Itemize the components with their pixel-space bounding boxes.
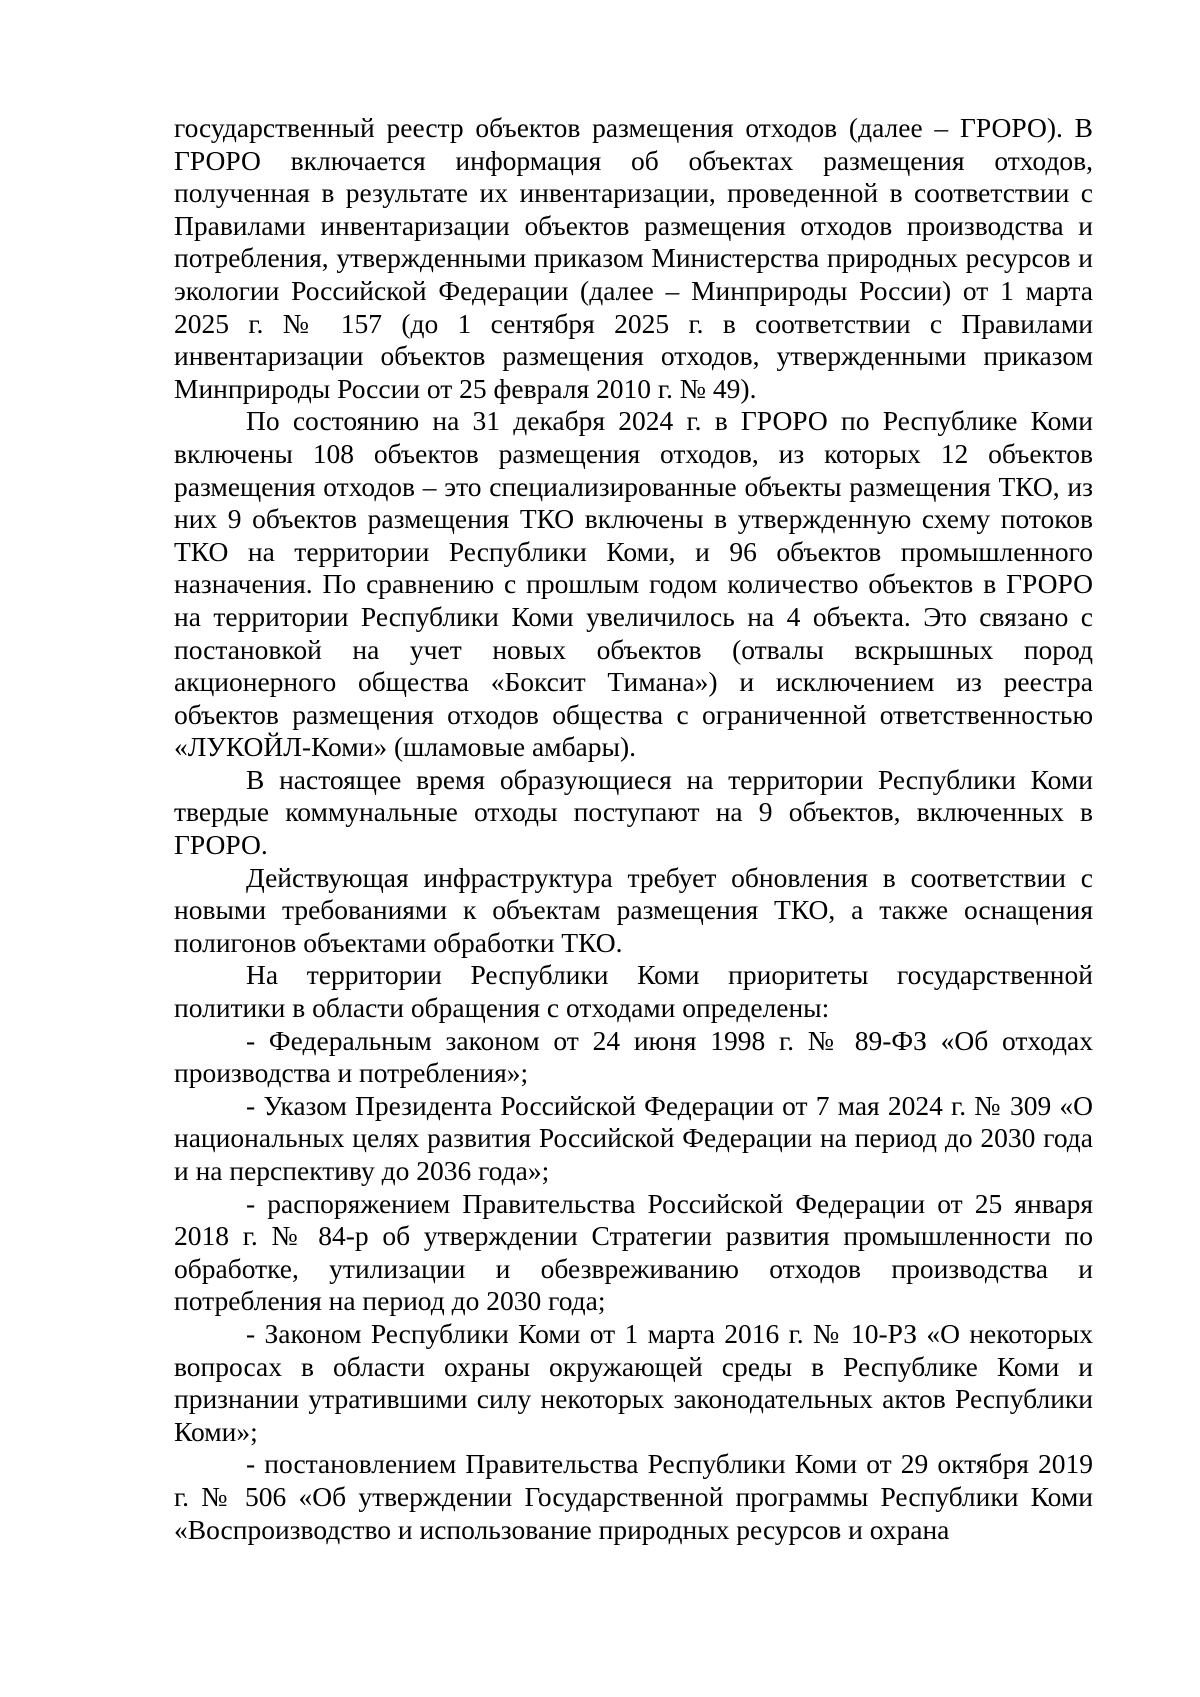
list-item-presidential-decree: - Указом Президента Российской Федерации от 7 мая 2024 г. № 309 «О национальных целях развития Российской Федерации на период до 2030 года и на перспективу до 2036 года»; [174, 1089, 1093, 1186]
paragraph-priorities: На территории Республики Коми приоритеты государственной политики в области обращения с отходами определены: [174, 959, 1093, 1024]
paragraph-tko-objects: В настоящее время образующиеся на территории Республики Коми твердые коммунальные отходы поступают на 9 объектов, включенных в ГРОРО. [174, 763, 1093, 861]
paragraph-groro-status: По состоянию на 31 декабря 2024 г. в ГРОРО по Республике Коми включены 108 объектов размещения отходов, из которых 12 объектов размещения отходов – это специализированные объекты размещения ТКО, из них 9 объектов размещения ТКО включены в утвержденную схему потоков ТКО на территории Республики Коми, и 96 объектов промышленного назначения. По сравнению с прошлым годом количество объектов в ГРОРО на территории Республики Коми увеличилось на 4 объекта. Это связано с постановкой на учет новых объектов (отвалы вскрышных пород акционерного общества «Боксит Тимана») и исключением из реестра объектов размещения отходов общества с ограниченной ответственностью «ЛУКОЙЛ-Коми» (шламовые амбары). [174, 405, 1093, 763]
paragraph-infrastructure: Действующая инфраструктура требует обновления в соответствии с новыми требованиями к объектам размещения ТКО, а также оснащения полигонов объектами обработки ТКО. [174, 861, 1093, 958]
paragraph-groro-definition: государственный реестр объектов размещения отходов (далее – ГРОРО). В ГРОРО включается информация об объектах размещения отходов, полученная в результате их инвентаризации, проведенной в соответствии с Правилами инвентаризации объектов размещения отходов производства и потребления, утвержденными приказом Министерства природных ресурсов и экологии Российской Федерации (далее – Минприроды России) от 1 марта 2025 г. № 157 (до 1 сентября 2025 г. в соответствии с Правилами инвентаризации объектов размещения отходов, утвержденными приказом Минприроды России от 25 февраля 2010 г. № 49). [174, 112, 1093, 404]
list-item-komi-resolution: - постановлением Правительства Республики Коми от 29 октября 2019 г. № 506 «Об утверждении Государственной программы Республики Коми «Воспроизводство и использование природных ресурсов и охрана [174, 1448, 1093, 1545]
list-item-government-order: - распоряжением Правительства Российской Федерации от 25 января 2018 г. № 84-р об утверждении Стратегии развития промышленности по обработке, утилизации и обезвреживанию отходов производства и потребления на период до 2030 года; [174, 1187, 1093, 1317]
list-item-komi-law: - Законом Республики Коми от 1 марта 2016 г. № 10-РЗ «О некоторых вопросах в области охраны окружающей среды в Республике Коми и признании утратившими силу некоторых законодательных актов Республики Коми»; [174, 1317, 1093, 1447]
list-item-federal-law: - Федеральным законом от 24 июня 1998 г. № 89-ФЗ «Об отходах производства и потребления»; [174, 1024, 1093, 1089]
document-body [174, 112, 1093, 1546]
